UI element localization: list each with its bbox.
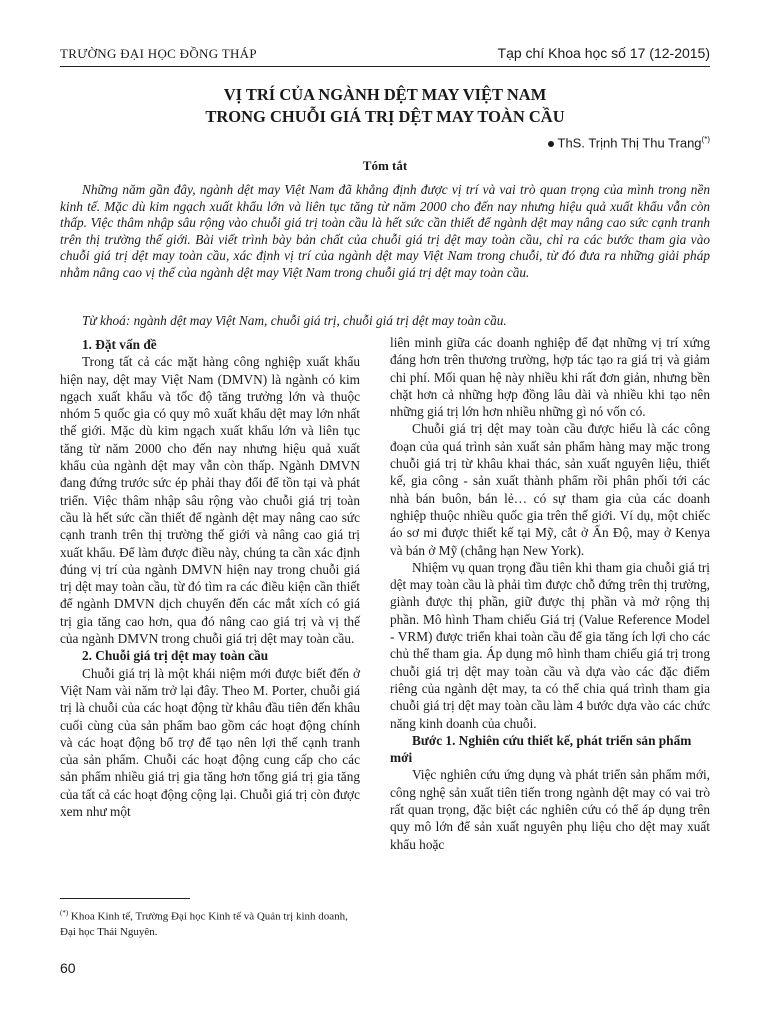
paragraph: Chuỗi giá trị là một khái niệm mới được biết đến ở Việt Nam vài năm trở lại đây. Theo M. Porter, chuỗi giá trị là chuỗi của các hoạt động từ khâu đầu tiên đến khâu cuối cùng của sản phẩm bao gồm các hoạt động chính và các hoạt động bổ trợ để tạo nên lợi thế cạnh tranh của sản phẩm. Chuỗi các hoạt động cung cấp cho các sản phẩm nhiều giá trị gia tăng hơn tổng giá trị gia tăng của tất cả các hoạt động cộng lại. Chuỗi giá trị còn được xem như một bbox=[60, 665, 360, 820]
title-line-2: TRONG CHUỖI GIÁ TRỊ DỆT MAY TOÀN CẦU bbox=[205, 107, 565, 126]
bullet-icon bbox=[548, 141, 554, 147]
running-header bbox=[60, 44, 710, 66]
title-line-1: VỊ TRÍ CỦA NGÀNH DỆT MAY VIỆT NAM bbox=[223, 85, 547, 104]
footnote-mark: (*) bbox=[60, 909, 69, 917]
author-name: ThS. Trịnh Thị Thu Trang bbox=[557, 135, 702, 151]
author-byline bbox=[548, 135, 711, 150]
header-university: TRƯỜNG ĐẠI HỌC ĐỒNG THÁP bbox=[60, 46, 257, 61]
page-number: 60 bbox=[60, 960, 76, 976]
article-title bbox=[60, 84, 710, 128]
abstract-text: Những năm gần đây, ngành dệt may Việt Nam đã khẳng định được vị trí và vai trò quan trọng của mình trong nền kinh tế. Mặc dù kim ngạch xuất khẩu lớn và liên tục tăng từ năm 2000 cho đến nay nhưng hiệu quả xuất khẩu vẫn còn thấp. Việc thâm nhập sâu rộng vào chuỗi giá trị toàn cầu là hết sức cần thiết để ngành dệt may nâng cao sức cạnh tranh trên thị trường thế giới. Bài viết trình bày bản chất của chuỗi giá trị dệt may toàn cầu, chỉ ra các bước tham gia vào chuỗi giá trị dệt may toàn cầu, xác định vị trí của ngành dệt may Việt Nam trong chuỗi, từ đó đưa ra những giải pháp nhằm nâng cao vị thế của ngành dệt may Việt Nam trong chuỗi giá trị dệt may toàn cầu. bbox=[60, 182, 710, 280]
paragraph: liên minh giữa các doanh nghiệp để đạt những vị trí xứng đáng hơn trên thương trường, hợp tác tạo ra giá trị và giảm chi phí. Mối quan hệ này nhiều khi rất đơn giản, nhưng bền chặt hơn cả những hợp đồng lâu dài và nhiều khi tạo nên những giá trị lớn hơn nhiều những gì nó vốn có. bbox=[390, 335, 710, 420]
section-heading-1: 1. Đặt vấn đề bbox=[82, 337, 157, 352]
section-heading-2: 2. Chuỗi giá trị dệt may toàn cầu bbox=[82, 648, 269, 664]
footnote-rule bbox=[60, 898, 190, 899]
header-journal-issue: Tạp chí Khoa học số 17 (12-2015) bbox=[497, 45, 710, 61]
paragraph: Nhiệm vụ quan trọng đầu tiên khi tham gia chuỗi giá trị dệt may toàn cầu là phải tìm được chỗ đứng trên thị trường, giành được thị phần, giữ được thị phần và mở rộng thị phần. Mô hình Tham chiếu Giá trị (Value Reference Model - VRM) được triển khai toàn cầu để gia tăng ích lợi cho các chủ thể tham gia. Áp dụng mô hình tham chiếu giá trị trong chuỗi giá trị dệt may toàn cầu và dựa vào các đặc điểm riêng của ngành dệt may, ta có thể chia quá trình tham gia chuỗi giá trị dệt may toàn cầu làm 4 bước dựa vào các chức năng kinh doanh của chuỗi. bbox=[390, 559, 710, 731]
paragraph: Chuỗi giá trị dệt may toàn cầu được hiểu là các công đoạn của quá trình sản xuất sản phẩm hàng may mặc trong chuỗi giá trị từ khâu khai thác, sản xuất nguyên liệu, thiết kế, gia công - sản xuất thành phẩm rồi phân phối tới các nhà bán buôn, bán lẻ… có sự tham gia của các doanh nghiệp thuộc nhiều quốc gia trên thế giới. Ví dụ, một chiếc áo sơ mi được thiết kế tại Mỹ, cắt ở Ấn Độ, may ở Kenya và bán ở Mỹ (chẳng hạn New York). bbox=[390, 421, 710, 558]
paragraph: Việc nghiên cứu ứng dụng và phát triển sản phẩm mới, công nghệ sản xuất tiên tiến trong ngành dệt may có vai trò rất quan trọng, đặc biệt các nghiên cứu có thể áp dụng trên quy mô lớn để sản xuất nguyên phụ liệu cho dệt may xuất khẩu hoặc bbox=[390, 767, 710, 852]
keywords: Từ khoá: ngành dệt may Việt Nam, chuỗi giá trị, chuỗi giá trị dệt may toàn cầu. bbox=[82, 313, 507, 328]
left-column bbox=[60, 336, 360, 820]
header-rule bbox=[60, 66, 710, 67]
author-footnote-mark: (*) bbox=[701, 135, 710, 144]
step-heading-1: Bước 1. Nghiên cứu thiết kế, phát triển sản phẩm mới bbox=[390, 732, 692, 766]
footnote bbox=[60, 906, 360, 940]
abstract-heading: Tóm tắt bbox=[362, 158, 408, 173]
right-column bbox=[390, 334, 710, 853]
paragraph: Trong tất cả các mặt hàng công nghiệp xuất khẩu hiện nay, dệt may Việt Nam (DMVN) là ngành có kim ngạch xuất khẩu và tốc độ tăng trưởng lớn và thuộc nhóm 5 quốc gia có quy mô xuất khẩu dệt may lớn nhất thế giới. Mặc dù kim ngạch xuất khẩu lớn và liên tục tăng từ năm 2000 cho đến nay nhưng hiệu quả xuất khẩu của ngành dệt may vẫn còn thấp. Ngành DMVN đang đứng trước sức ép phải thay đổi để tồn tại và phát triển. Việc thâm nhập sâu rộng vào chuỗi giá trị toàn cầu là hết sức cần thiết để ngành dệt may nâng cao sức cạnh tranh trên thị trường thế giới và nâng cao giá trị xuất khẩu. Để làm được điều này, chúng ta cần xác định đúng vị trí của ngành DMVN hiện nay trong chuỗi giá trị dệt may toàn cầu, từ đó tìm ra các điều kiện cần thiết để ngành DMVN dịch chuyển đến các mắt xích có giá trị gia tăng cao hơn, qua đó nâng cao giá trị và vị thế của ngành DMVN trong chuỗi giá trị dệt may toàn cầu. bbox=[60, 354, 360, 647]
footnote-text: Khoa Kinh tế, Trường Đại học Kinh tế và Quản trị kinh doanh, Đại học Thái Nguyên. bbox=[60, 910, 348, 938]
